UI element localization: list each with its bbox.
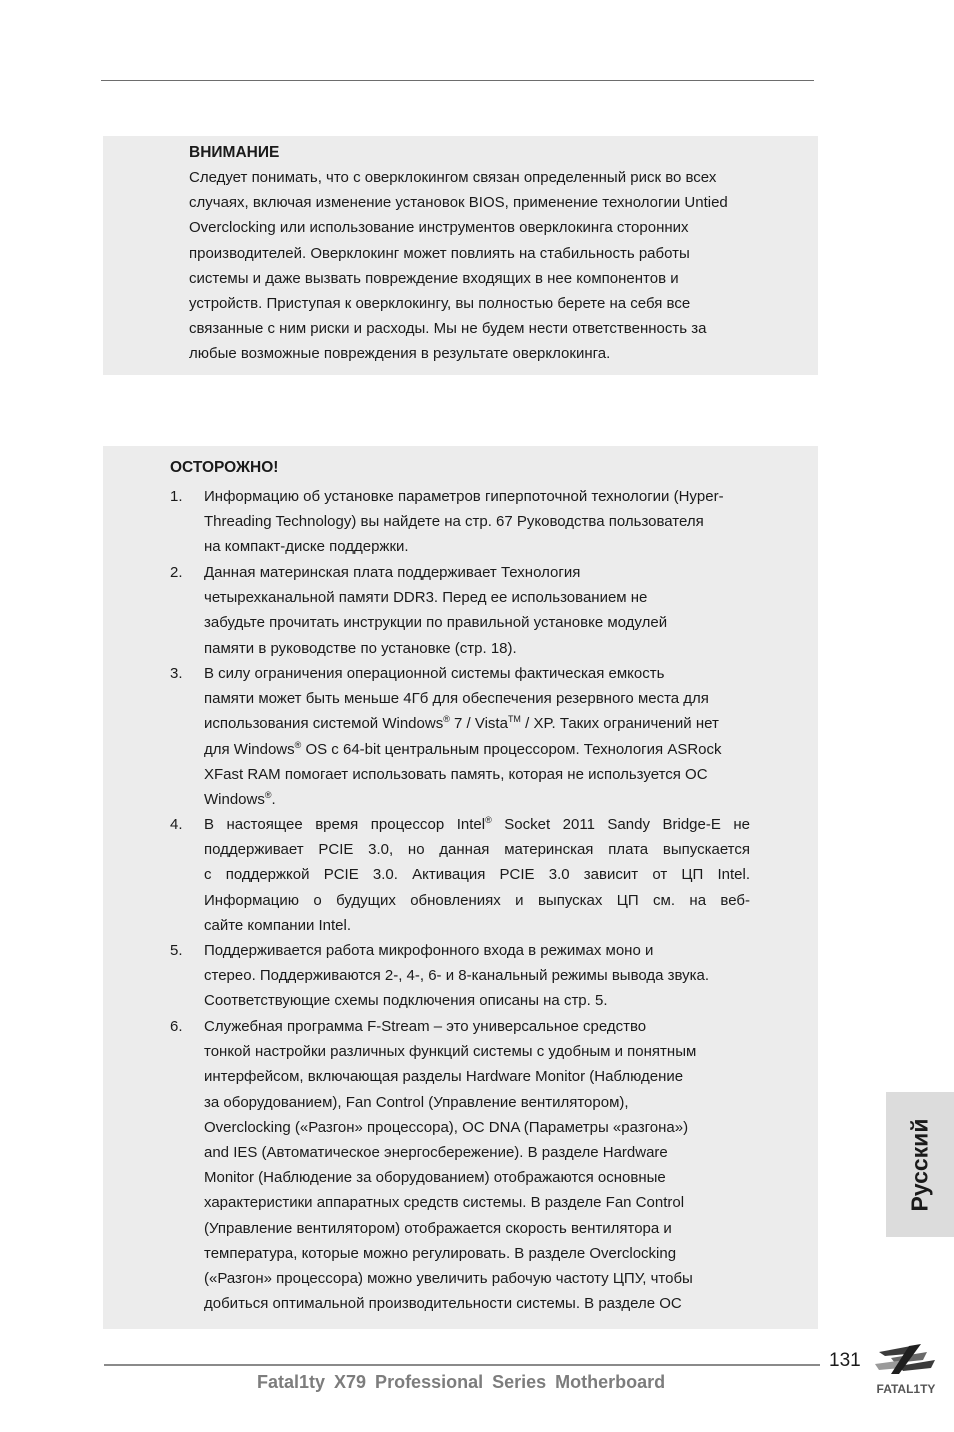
item-line: памяти может быть меньше 4Гб для обеспечения резервного места для [204, 690, 709, 708]
item-number: 2. [170, 564, 183, 581]
item-line: температура, которые можно регулировать. В разделе Overclocking [204, 1244, 677, 1262]
item-line: Соответствующие схемы подключения описаны на стр. 5. [204, 992, 608, 1010]
item-line: Monitor (Наблюдение за оборудованием) отображаются основные [204, 1169, 666, 1187]
top-divider [101, 80, 814, 81]
item-line: (Управление вентилятором) отображается скорость вентилятора и [204, 1219, 672, 1237]
item-line: интерфейсом, включающая разделы Hardware Monitor (Наблюдение [204, 1068, 684, 1086]
item-line: памяти в руководстве по установке (стр. 18). [204, 639, 517, 657]
caution-item-3 [204, 661, 722, 812]
item-line: and IES (Автоматическое энергосбережение). В разделе Hardware [204, 1144, 668, 1162]
item-line: добиться оптимальной производительности системы. В разделе OC [204, 1295, 682, 1313]
item-line: забудьте прочитать инструкции по правильной установке модулей [204, 614, 668, 632]
caution-item-2 [204, 560, 667, 661]
caution-item-6 [204, 1014, 696, 1316]
item-line: Threading Technology) вы найдете на стр. 67 Руководства пользователя [204, 513, 704, 531]
page-number: 131 [829, 1350, 861, 1371]
item-line: XFast RAM помогает использовать память, которая не используется ОС [204, 765, 708, 783]
warning-line: любые возможные повреждения в результате оверклокинга. [189, 345, 611, 363]
registered-mark: ® [485, 815, 492, 825]
item-line: характеристики аппаратных средств системы. В разделе Fan Control [204, 1194, 685, 1212]
item-line: В настоящее время процессор Intel® Socket 2011 Sandy Bridge-E не [204, 815, 750, 833]
caution-title: ОСТОРОЖНО! [170, 459, 279, 476]
fatal1ty-logo [865, 1340, 947, 1402]
warning-box [103, 136, 818, 375]
item-number: 4. [170, 816, 183, 833]
caution-item-1 [204, 484, 724, 560]
warning-line: Overclocking или использование инструментов оверклокинга сторонних [189, 219, 689, 237]
item-line: Overclocking («Разгон» процессора), OC DNA (Параметры «разгона») [204, 1118, 689, 1136]
language-tab [886, 1092, 954, 1237]
trademark-mark: TM [507, 714, 521, 725]
registered-mark: ® [264, 790, 272, 801]
warning-line: Следует понимать, что с оверклокингом связан определенный риск во всех [189, 169, 717, 186]
registered-mark: ® [294, 739, 302, 750]
registered-mark: ® [443, 714, 450, 725]
item-line: за оборудованием), Fan Control (Управление вентилятором), [204, 1093, 629, 1111]
warning-line: устройств. Приступая к оверклокингу, вы полностью берете на себя все [189, 295, 691, 313]
item-number: 6. [170, 1018, 183, 1035]
item-number: 3. [170, 665, 183, 682]
logo-text: FATAL1TY [876, 1382, 936, 1396]
item-line: Данная материнская плата поддерживает Технология [204, 564, 581, 581]
footer-divider [104, 1364, 820, 1366]
item-number: 5. [170, 942, 183, 959]
item-line: на компакт-диске поддержки. [204, 538, 409, 556]
item-line: Служебная программа F-Stream – это универсальное средство [204, 1018, 647, 1035]
item-line: тонкой настройки различных функций системы с удобным и понятным [204, 1043, 697, 1061]
item-line: использования системой Windows® 7 / Vista™ / XP. Таких ограничений нет [204, 714, 719, 733]
warning-title: ВНИМАНИЕ [189, 144, 280, 161]
item-line: Поддерживается работа микрофонного входа в режимах моно и [204, 942, 654, 959]
item-line: четырехканальной памяти DDR3. Перед ее использованием не [204, 589, 648, 607]
warning-line: связанные с ним риски и расходы. Мы не будем нести ответственность за [189, 320, 707, 338]
item-line: поддерживает PCIE 3.0, но данная материнская плата выпускается [204, 841, 750, 859]
caution-box [103, 446, 818, 1329]
warning-text [189, 165, 728, 367]
language-tab-label: Русский [906, 1118, 933, 1211]
item-line: Windows®. [204, 790, 276, 809]
item-line: Информацию о будущих обновлениях и выпусках ЦП см. на веб- [204, 891, 750, 909]
item-line: («Разгон» процессора) можно увеличить рабочую частоту ЦПУ, чтобы [204, 1270, 693, 1288]
item-line: с поддержкой PCIE 3.0. Активация PCIE 3.0 зависит от ЦП Intel. [204, 866, 750, 884]
item-line: В силу ограничения операционной системы фактическая емкость [204, 665, 665, 682]
item-line: сайте компании Intel. [204, 916, 352, 934]
item-line: Информацию об установке параметров гиперпоточной технологии (Hyper- [204, 488, 724, 505]
item-line: стерео. Поддерживаются 2-, 4-, 6- и 8-канальный режимы вывода звука. [204, 967, 710, 985]
item-number: 1. [170, 488, 183, 505]
item-line: для Windows® OS с 64-bit центральным процессором. Технология ASRock [204, 739, 722, 758]
warning-line: системы и даже вызвать повреждение входящих в нее компонентов и [189, 269, 679, 287]
warning-line: производителей. Оверклокинг может повлиять на стабильность работы [189, 244, 690, 262]
footer-title: Fatal1ty X79 Professional Series Motherboard [257, 1372, 666, 1392]
caution-item-4 [204, 812, 750, 938]
caution-item-5 [204, 938, 709, 1014]
warning-line: случаях, включая изменение установок BIOS, применение технологии Untied [189, 194, 728, 212]
